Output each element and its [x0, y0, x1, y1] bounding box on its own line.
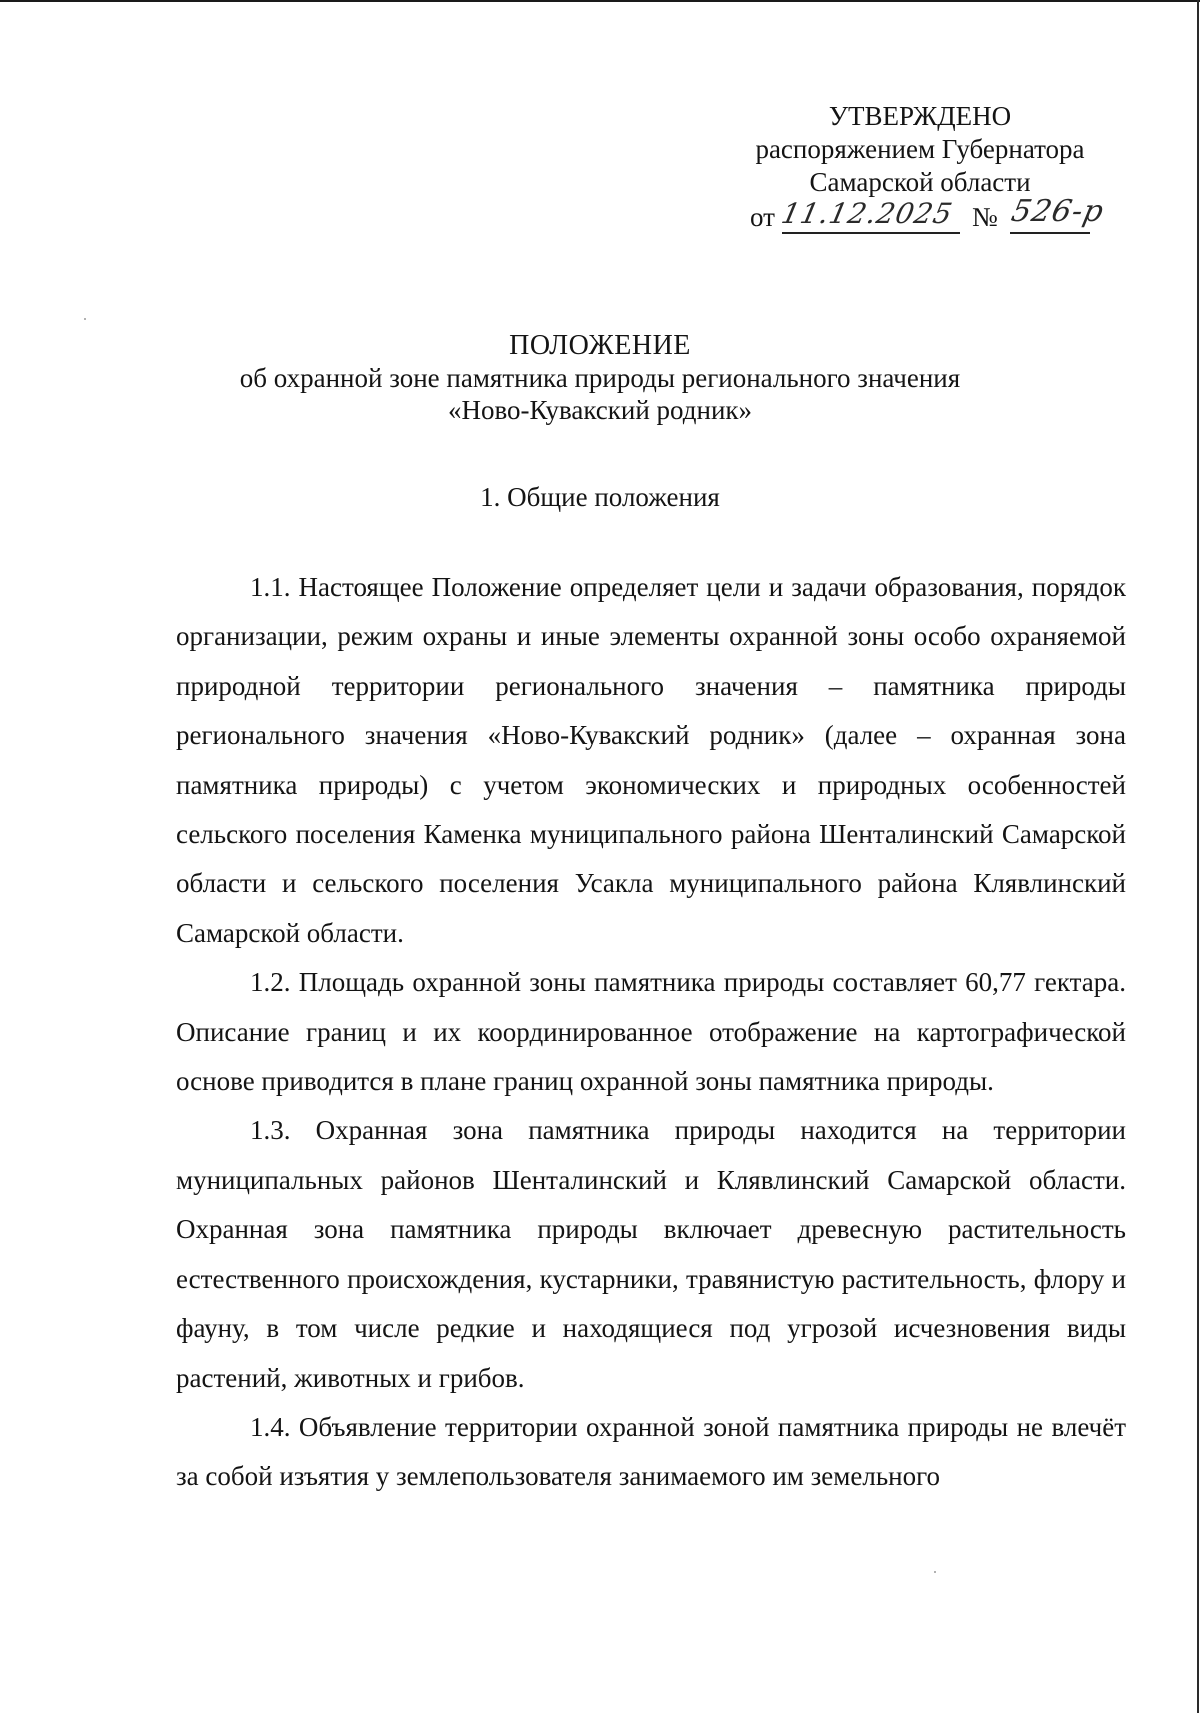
approval-date-number-line [740, 194, 1108, 239]
section-body [176, 563, 1126, 1502]
date-underline [782, 232, 960, 234]
handwritten-number: 526-р [1008, 194, 1108, 229]
scan-speck [934, 1571, 936, 1573]
document-subtitle-line1: об охранной зоне памятника природы регионального значения [239, 363, 961, 393]
scan-edge-right [1197, 0, 1199, 1713]
document-subtitle-line2: «Ново-Кувакский родник» [447, 395, 753, 425]
document-title: ПОЛОЖЕНИЕ [509, 330, 691, 361]
scan-edge-top [0, 0, 1200, 2]
handwritten-date: 11.12.2025 [778, 197, 956, 230]
paragraph-1-4: 1.4. Объявление территории охранной зоной памятника природы не влечёт за собой изъятия у землепользователя занимаемого им земельного [176, 1411, 1126, 1492]
paragraph-1-3: 1.3. Охранная зона памятника природы находится на территории муниципальных районов Шенталинский и Клявлинский Самарской области. Охранная зона памятника природы включает древесную растительность естественного происхождения, кустарники, травянистую растительность, флору и фауну, в том числе редкие и находящиеся под угрозой исчезновения виды растений, животных и грибов. [176, 1115, 1126, 1393]
section-heading: 1. Общие положения [480, 482, 720, 512]
date-prefix: от [750, 202, 775, 232]
number-underline [1010, 232, 1090, 234]
approval-heading: УТВЕРЖДЕНО [828, 101, 1012, 131]
approval-stamp-block [740, 100, 1108, 239]
document-title-block [160, 330, 1040, 426]
number-prefix: № [972, 202, 998, 232]
paragraph-1-2: 1.2. Площадь охранной зоны памятника природы составляет 60,77 гектара. Описание границ и их координированное отображение на картографической основе приводится в плане границ охранной зоны памятника природы. [176, 967, 1126, 1097]
scan-speck [84, 318, 86, 320]
paragraph-1-1: 1.1. Настоящее Положение определяет цели и задачи образования, порядок организации, режим охраны и иные элементы охранной зоны особо охраняемой природной территории регионального значения – памятника природы регионального значения «Ново-Кувакский родник» (далее – охранная зона памятника природы) с учетом экономических и природных особенностей сельского поселения Каменка муниципального района Шенталинский Самарской области и сельского поселения Усакла муниципального района Клявлинский Самарской области. [176, 572, 1126, 948]
approval-authority: распоряжением Губернатора [755, 134, 1085, 164]
approval-region: Самарской области [809, 167, 1031, 197]
